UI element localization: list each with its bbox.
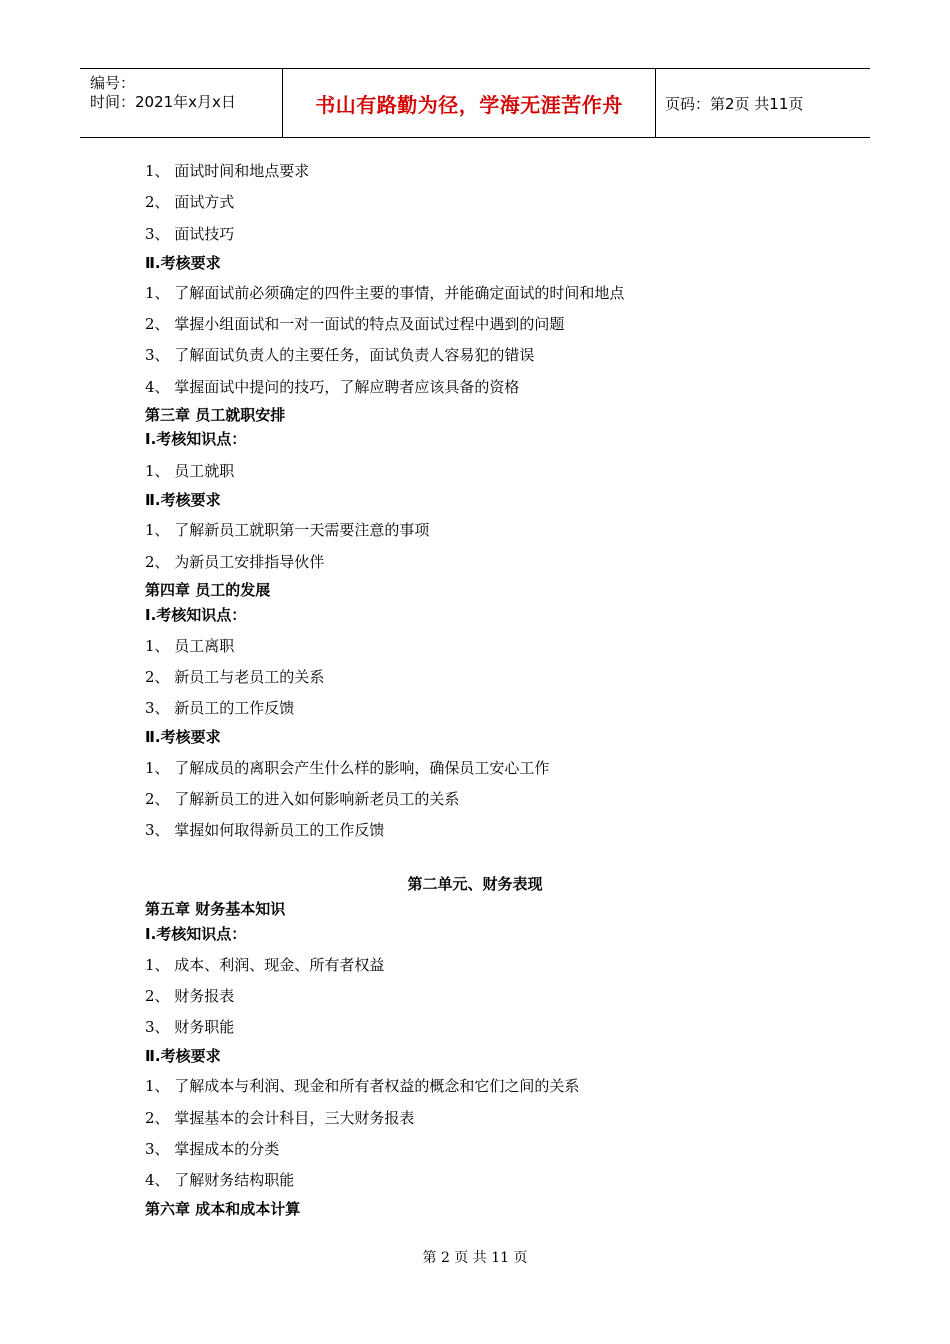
list-item: 2、 为新员工安排指导伙伴 bbox=[145, 553, 325, 571]
list-item: 1、 了解成本与利润、现金和所有者权益的概念和它们之间的关系 bbox=[145, 1077, 580, 1095]
list-item: 3、 掌握成本的分类 bbox=[145, 1140, 280, 1158]
heading-line: Ⅱ.考核要求 bbox=[145, 491, 221, 509]
list-item: 3、 新员工的工作反馈 bbox=[145, 699, 295, 717]
heading-line: Ⅰ.考核知识点： bbox=[145, 606, 247, 624]
section-title: 第二单元、财务表现 bbox=[407, 875, 543, 893]
list-item: 2、 面试方式 bbox=[145, 193, 235, 211]
page-footer: 第 2 页 共 11 页 bbox=[422, 1250, 528, 1266]
heading-line: Ⅱ.考核要求 bbox=[145, 254, 221, 272]
page-header bbox=[80, 68, 870, 138]
heading-line: 第四章 员工的发展 bbox=[145, 581, 271, 599]
document-time-label: 时间：2021年x月x日 bbox=[90, 93, 236, 111]
list-item: 1、 成本、利润、现金、所有者权益 bbox=[145, 956, 385, 974]
list-item: 1、 员工就职 bbox=[145, 462, 235, 480]
list-item: 3、 财务职能 bbox=[145, 1018, 235, 1036]
header-motto: 书山有路勤为径，学海无涯苦作舟 bbox=[315, 92, 623, 117]
header-page-label: 页码：第2页 共11页 bbox=[665, 94, 804, 113]
list-item: 2、 了解新员工的进入如何影响新老员工的关系 bbox=[145, 790, 460, 808]
list-item: 4、 了解财务结构职能 bbox=[145, 1171, 295, 1189]
list-item: 3、 了解面试负责人的主要任务，面试负责人容易犯的错误 bbox=[145, 346, 535, 364]
list-item: 1、 了解新员工就职第一天需要注意的事项 bbox=[145, 521, 430, 539]
heading-line: 第六章 成本和成本计算 bbox=[145, 1200, 301, 1218]
heading-line: Ⅰ.考核知识点： bbox=[145, 430, 247, 448]
list-item: 2、 新员工与老员工的关系 bbox=[145, 668, 325, 686]
list-item: 4、 掌握面试中提问的技巧，了解应聘者应该具备的资格 bbox=[145, 378, 520, 396]
header-meta bbox=[80, 69, 282, 137]
header-page-cell bbox=[655, 69, 870, 137]
heading-line: Ⅱ.考核要求 bbox=[145, 1047, 221, 1065]
list-item: 1、 面试时间和地点要求 bbox=[145, 162, 310, 180]
document-number-label: 编号： bbox=[90, 74, 136, 92]
list-item: 1、 了解成员的离职会产生什么样的影响，确保员工安心工作 bbox=[145, 759, 550, 777]
header-motto-cell bbox=[282, 69, 656, 137]
heading-line: Ⅱ.考核要求 bbox=[145, 728, 221, 746]
list-item: 3、 面试技巧 bbox=[145, 225, 235, 243]
list-item: 2、 掌握基本的会计科目，三大财务报表 bbox=[145, 1109, 415, 1127]
list-item: 1、 了解面试前必须确定的四件主要的事情，并能确定面试的时间和地点 bbox=[145, 284, 625, 302]
heading-line: 第三章 员工就职安排 bbox=[145, 406, 286, 424]
list-item: 1、 员工离职 bbox=[145, 637, 235, 655]
heading-line: Ⅰ.考核知识点： bbox=[145, 925, 247, 943]
list-item: 3、 掌握如何取得新员工的工作反馈 bbox=[145, 821, 385, 839]
heading-line: 第五章 财务基本知识 bbox=[145, 900, 286, 918]
list-item: 2、 财务报表 bbox=[145, 987, 235, 1005]
list-item: 2、 掌握小组面试和一对一面试的特点及面试过程中遇到的问题 bbox=[145, 315, 565, 333]
